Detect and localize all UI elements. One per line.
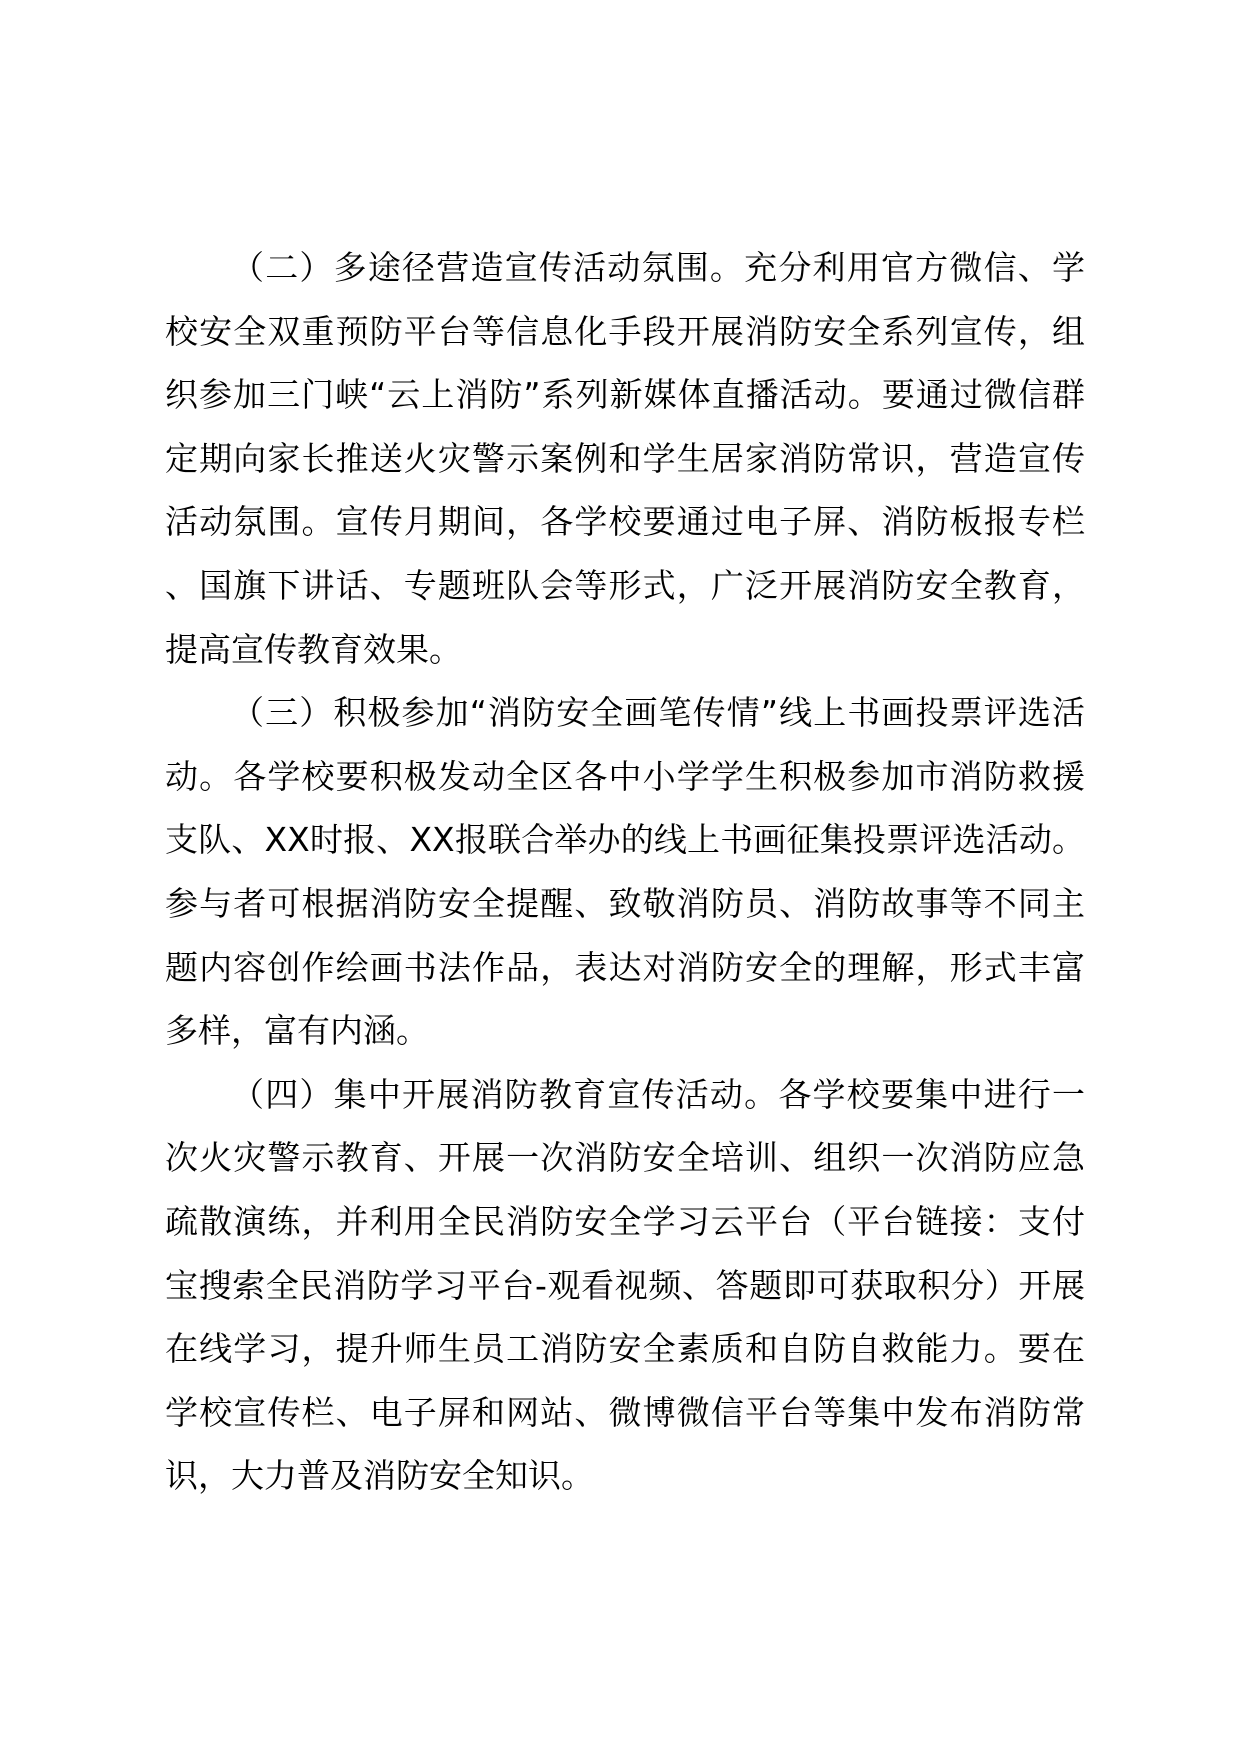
document-body [165, 236, 1085, 1508]
paragraph-4: （四）集中开展消防教育宣传活动。各学校要集中进行一次火灾警示教育、开展一次消防安全培训、组织一次消防应急疏散演练，并利用全民消防安全学习云平台（平台链接：支付宝搜索全民消防学习平台-观看视频、答题即可获取积分）开展在线学习，提升师生员工消防安全素质和自防自救能力。要在学校宣传栏、电子屏和网站、微博微信平台等集中发布消防常识，大力普及消防安全知识。 [165, 1074, 1085, 1496]
paragraph-2: （二）多途径营造宣传活动氛围。充分利用官方微信、学校安全双重预防平台等信息化手段开展消防安全系列宣传，组织参加三门峡“云上消防”系列新媒体直播活动。要通过微信群定期向家长推送火灾警示案例和学生居家消防常识，营造宣传活动氛围。宣传月期间，各学校要通过电子屏、消防板报专栏、国旗下讲话、专题班队会等形式，广泛开展消防安全教育，提高宣传教育效果。 [165, 248, 1085, 669]
paragraph-3: （三）积极参加“消防安全画笔传情”线上书画投票评选活动。各学校要积极发动全区各中小学学生积极参加市消防救援支队、XX时报、XX报联合举办的线上书画征集投票评选活动。参与者可根据消防安全提醒、致敬消防员、消防故事等不同主题内容创作绘画书法作品，表达对消防安全的理解，形式丰富多样，富有内涵。 [165, 693, 1085, 1051]
